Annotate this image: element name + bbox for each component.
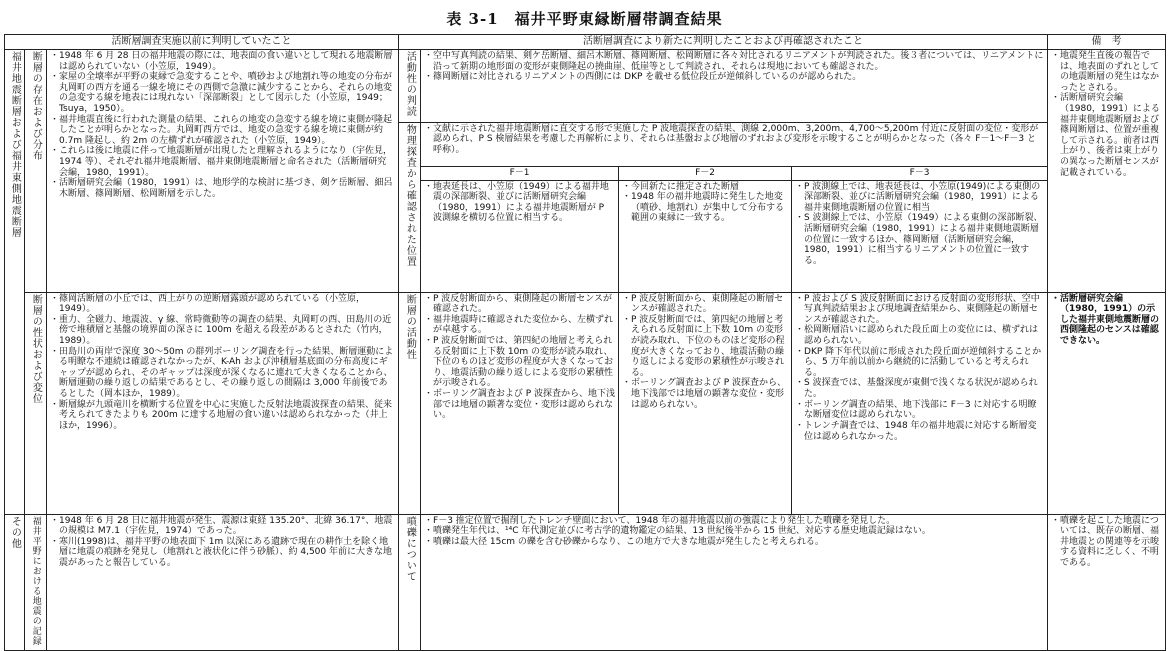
list-item: ・ 篠岡断層に対比されるリニアメントの西側には DKP を載せる低位段丘が逆傾斜しているのが認められた。 (433, 72, 1044, 83)
header-f2: F－2 (619, 166, 792, 180)
header-f1: F－1 (421, 166, 619, 180)
label-nature-text: 断層の性状および変位 (30, 293, 42, 404)
header-after: 活断層調査により新たに判明したことおよび再確認されたこと (399, 35, 1048, 50)
list-item: ・ ボーリング調査および P 波探査から、地下浅部では地層の顕著な変位・変形は認められない。 (433, 389, 615, 421)
label-existence (25, 50, 47, 293)
remarks-other-cell (1048, 514, 1166, 651)
label-other (5, 514, 25, 651)
list-item: ・ 田島川の両岸で深度 30～50m の群列ボーリング調査を行った結果、断層運動による明瞭な不連続は確認されなかったが、K-Ah および沖積層基底面の分布高度にギャップが認められ、そのギャップは深度が深くなるに連れて大きくなることから、断層運動の繰り返しの結果であるとし、その繰り返しの間隔は 3,000 年前後であるとした（岡本ほか，1989）。 (59, 347, 395, 400)
list-item: ・ S 波探査では、基盤深度が東側で浅くなる状況が認められた。 (804, 378, 1044, 399)
list-item: ・ P 波反射断面から、東側隆起の断層センスが確認された。 (631, 294, 788, 315)
list-item: ・ 松岡断層沿いに認められた段丘面上の変位には、横ずれは認められない。 (804, 325, 1044, 346)
list-item: ・ 今回新たに推定された断層 (631, 182, 788, 193)
list-item: ・ 活断層研究会編（1980，1991）の示した福井東側地震断層の西側隆起のセンスは確認できない。 (1060, 294, 1162, 347)
label-nature (25, 292, 47, 514)
list-item: ・ P 波測線上では、地表延長は、小笠原(1949)による東側の深部断裂、並びに活断層研究会編（1980，1991）による福井東側地震断層の位置に相当 (804, 182, 1044, 214)
list-item: ・ ボーリング調査の結果、地下浅部に F－3 に対応する明瞭な断層変位は認められない。 (804, 400, 1044, 421)
list-item: ・ 断層線が九頭竜川を横断する位置を中心に実施した反射法地震波探査の結果、従来考えられてきたよりも 200m に達する地層の食い違いは認められなかった（井上ほか，1996）。 (59, 400, 395, 432)
label-phys-explore (399, 122, 421, 292)
remarks-existence-cell (1048, 50, 1166, 293)
label-other-text: その他 (9, 515, 21, 549)
list-item: ・ P 波反射断面から、東側隆起の断層センスが確認された。 (433, 294, 615, 315)
nature-cell (47, 292, 399, 514)
list-item: ・ 地震発生直後の報告では、地表面のずれとしての地震断層の発生はなかったとされる。 (1060, 51, 1162, 93)
list-item: ・ ボーリング調査および P 波探査から、地下浅部では地層の顕著な変位・変形は認められない。 (631, 378, 788, 410)
act-judgment-cell (421, 50, 1048, 123)
label-sand-boil (399, 514, 421, 651)
list-item: ・ 福井地震時に確認された変位から、左横ずれが卓越する。 (433, 315, 615, 336)
remarks-nature-cell (1048, 292, 1166, 514)
label-fukui-record-text: 福井平野における地震の記録 (30, 515, 41, 646)
label-fault-activity-text: 断層の活動性 (404, 293, 416, 360)
phys-f3-cell (792, 180, 1048, 292)
activity-f1-cell (421, 292, 619, 514)
other-cell (47, 514, 399, 651)
list-item: ・ 活断層研究会編（1980，1991）による福井東側地震断層および篠岡断層は、位置が重複して示される。前者は西上がり、後者は東上がりの異なった断層センスが記載されている。 (1060, 93, 1162, 178)
list-item: ・ これらは後に地震に伴って地震断層が出現したと理解されるようになり（宇佐見，1974 等）、それぞれ福井地震断層、福井東側地震断層と命名された（活断層研究会編，1980，1991）。 (59, 146, 395, 178)
list-item: ・ 文献に示された福井地震断層に直交する形で実施した P 波地震探査の結果、測線 2,000m、3,200m、4,700～5,200m 付近に反射面の変位・変形が認められ、P S 検層結果を考慮した再解析により、それらは基盤および地層のずれおよび変形を示唆することが明らかとなった（各々 F－1～F－3 と呼称）。 (433, 124, 1044, 156)
list-item: ・ P 波反射断面では、第四紀の地層と考えられる反射面に上下数 10m の変形が読み取れ、下位のものほど変形の程度が大きくなっており、地震活動の繰り返しによる変形の累積性が示唆される。 (631, 315, 788, 379)
list-item: ・ DKP 降下年代以前に形成された段丘面が逆傾斜することから、5 万年前以前から継続的に活動していると考えられる。 (804, 347, 1044, 379)
label-phys-explore-text: 物理探査から確認された位置 (404, 123, 416, 267)
list-item: ・ 噴礫発生年代は、¹⁴C 年代測定並びに考古学的遺物鑑定の結果、13 世紀後半から 15 世紀、対応する歴史地震記録はない。 (433, 526, 1044, 537)
list-item: ・ 寒川(1998)は、福井平野の地表面下 1m 以深にある遺跡で現在の耕作土を除く地層に地震の痕跡を発見し（地割れと液状化に伴う砂脈）、約 4,500 年前に大きな地震があったと報告している。 (59, 537, 395, 569)
survey-results-table (4, 34, 1166, 651)
phys-intro-cell (421, 122, 1048, 166)
sand-boil-cell (421, 514, 1048, 651)
list-item: ・ 噴礫を起こした地震については、既存の断層、福井地震との関連等を示唆する資料に乏しく、不明である。 (1060, 516, 1162, 569)
label-act-judgment-text: 活動性の判読 (404, 51, 416, 117)
phys-f1-cell (421, 180, 619, 292)
list-item: ・ 1948 年 6 月 28 日に福井地震が発生、震源は東経 135.20°、北緯 36.17°、地震の規模は M7.1（宇佐見，1974）であった。 (59, 516, 395, 537)
label-act-judgment (399, 50, 421, 123)
label-fukui-record (25, 514, 47, 651)
list-item: ・ 篠岡活断層の小丘では、西上がりの逆断層露頭が認められている（小笠原，1949）。 (59, 294, 395, 315)
activity-f2-cell (619, 292, 792, 514)
header-remarks: 備 考 (1048, 35, 1166, 50)
label-fault-activity (399, 292, 421, 514)
list-item: ・ 家屋の全壊率が平野の東縁で急変することや、噴砂および地割れ等の地変の分布が丸岡町の西方を通る一線を境にその西側で急激に減少することから、それらの地変の急変する線を地表には現れない「深部断裂」として図示した（小笠原，1949；Tsuya，1950）。 (59, 72, 395, 114)
list-item: ・ 地表延長は、小笠原（1949）による福井地震の深部断裂、並びに活断層研究会編（1980，1991）による福井地震断層が P 波測線を横切る位置に相当する。 (433, 182, 615, 224)
header-f3: F－3 (792, 166, 1048, 180)
list-item: ・ P 波反射断面では、第四紀の地層と考えられる反射面に上下数 10m の変形が読み取れ、下位のものほど変形の程度が大きくなっており、地震活動の繰り返しによる変形の累積性が示唆される。 (433, 336, 615, 389)
phys-f2-cell (619, 180, 792, 292)
list-item: ・ 噴礫は最大径 15cm の礫を含む砂礫からなり、この地方で大きな地震が発生したと考えられる。 (433, 537, 1044, 548)
list-item: ・ トレンチ調査では、1948 年の福井地震に対応する断層変位は認められなかった。 (804, 421, 1044, 442)
label-sand-boil-text: 噴礫について (404, 515, 416, 582)
label-fault-group-text: 福井地震断層および福井東側地震断層 (9, 51, 21, 238)
existence-cell (47, 50, 399, 293)
list-item: ・ 1948 年 6 月 28 日の福井地震の際には、地表面の食い違いとして現れる地震断層は認められていない（小笠原，1949）。 (59, 51, 395, 72)
table-title: 表 3-1 福井平野東縁断層帯調査結果 (446, 10, 723, 28)
list-item: ・ 空中写真判読の結果、剣ケ岳断層、細呂木断層、篠岡断層、松岡断層に各々対比されるリニアメントが判読された。後３者については、リニアメントに沿って新期の地形面の変形が東側隆起の撓曲崖、低崖等として判読され、それらは現地においても確認された。 (433, 51, 1044, 72)
list-item: ・ 重力、全磁力、地震波、γ 線、常時微動等の調査の結果、丸岡町の西、田島川の近傍で堆積層と基盤の境界面の深さに 100m を超える段差があるとされた（竹内，1989）。 (59, 315, 395, 347)
list-item: ・ P 波および S 波反射断面における反射面の変形形状、空中写真判読結果および現地調査結果から、東側隆起の断層センスが確認された。 (804, 294, 1044, 326)
list-item: ・ 1948 年の福井地震時に発生した地変（噴砂、地割れ）が集中して分布する範囲の東縁に一致する。 (631, 192, 788, 224)
list-item: ・ F－3 推定位置で掘削したトレンチ壁面において、1948 年の福井地震以前の強震により発生した噴礫を発見した。 (433, 516, 1044, 527)
list-item: ・ 福井地震直後に行われた測量の結果、これらの地変の急変する線を境に東側が隆起したことが明らかとなった。丸岡町西方では、地変の急変する線を境に東側が約 0.7m 隆起し、約 2m の左横ずれが確認された（小笠原，1949）。 (59, 115, 395, 147)
list-item: ・ S 波測線上では、小笠原（1949）による東側の深部断裂、活断層研究会編（1980，1991）による福井東側地震断層の位置に一致するほか、篠岡断層（活断層研究会編，1980，1991）に相当するリニアメントの位置に一致する。 (804, 213, 1044, 266)
activity-f3-cell (792, 292, 1048, 514)
list-item: ・ 活断層研究会編（1980，1991）は、地形学的な検討に基づき、剣ケ岳断層、細呂木断層、篠岡断層、松岡断層を示した。 (59, 178, 395, 199)
label-fault-group (5, 50, 25, 515)
header-before: 活断層調査実施以前に判明していたこと (5, 35, 399, 50)
label-existence-text: 断層の存在および分布 (30, 51, 42, 161)
